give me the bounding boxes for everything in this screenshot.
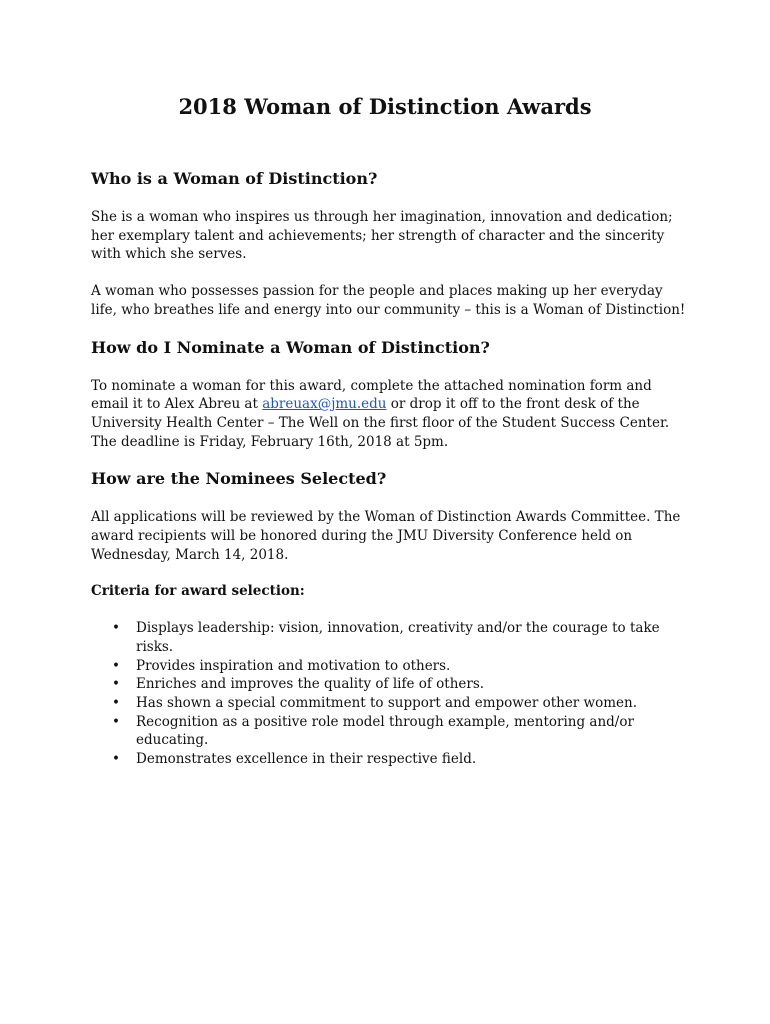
criteria-text: Enriches and improves the quality of life of others. — [136, 676, 485, 693]
bullet-icon: • — [112, 657, 120, 674]
criteria-text: Has shown a special commitment to support and empower other women. — [136, 694, 638, 711]
criteria-text: Recognition as a positive role model through example, mentoring and/or educating. — [136, 713, 634, 749]
criteria-text: Displays leadership: vision, innovation, creativity and/or the courage to take risks. — [136, 620, 660, 655]
bullet-icon: • — [112, 751, 120, 768]
list-item — [91, 750, 691, 769]
document-body — [91, 168, 691, 769]
heading-nominate: How do I Nominate a Woman of Distinction? — [91, 337, 490, 357]
criteria-text: Demonstrates excellence in their respective field. — [136, 751, 477, 768]
email-link[interactable]: abreuax@jmu.edu — [262, 396, 387, 413]
paragraph-nominate — [91, 377, 691, 452]
nominate-text-after: or drop it off to the front desk of the University Health Center – The Well on the first floor of the Student Success Center. The deadline is Friday, February 16th, 2018 at 5pm. — [91, 396, 670, 450]
heading-selected: How are the Nominees Selected? — [91, 469, 387, 489]
list-item — [91, 694, 691, 713]
bullet-icon: • — [112, 713, 120, 730]
bullet-icon: • — [112, 694, 120, 711]
list-item — [91, 713, 691, 750]
list-item — [91, 619, 691, 656]
paragraph-who-2: A woman who possesses passion for the people and places making up her everyday life, who breathes life and energy into our community – this is a Woman of Distinction! — [91, 283, 686, 318]
heading-who: Who is a Woman of Distinction? — [91, 169, 378, 188]
document-title: 2018 Woman of Distinction Awards — [178, 94, 592, 119]
list-item — [91, 675, 691, 694]
bullet-icon: • — [112, 676, 120, 693]
criteria-text: Provides inspiration and motivation to others. — [136, 657, 451, 674]
list-item — [91, 657, 691, 676]
paragraph-who-1: She is a woman who inspires us through her imagination, innovation and dedication; her exemplary talent and achievements; her strength of character and the sincerity with which she serves. — [91, 209, 673, 263]
bullet-icon: • — [112, 620, 120, 637]
criteria-list — [91, 619, 691, 769]
nominate-text-before: To nominate a woman for this award, complete the attached nomination form and email it to Alex Abreu at — [91, 377, 652, 413]
paragraph-selected: All applications will be reviewed by the Woman of Distinction Awards Committee. The award recipients will be honored during the JMU Diversity Conference held on Wednesday, March 14, 2018. — [91, 509, 681, 563]
criteria-label: Criteria for award selection: — [91, 583, 305, 600]
